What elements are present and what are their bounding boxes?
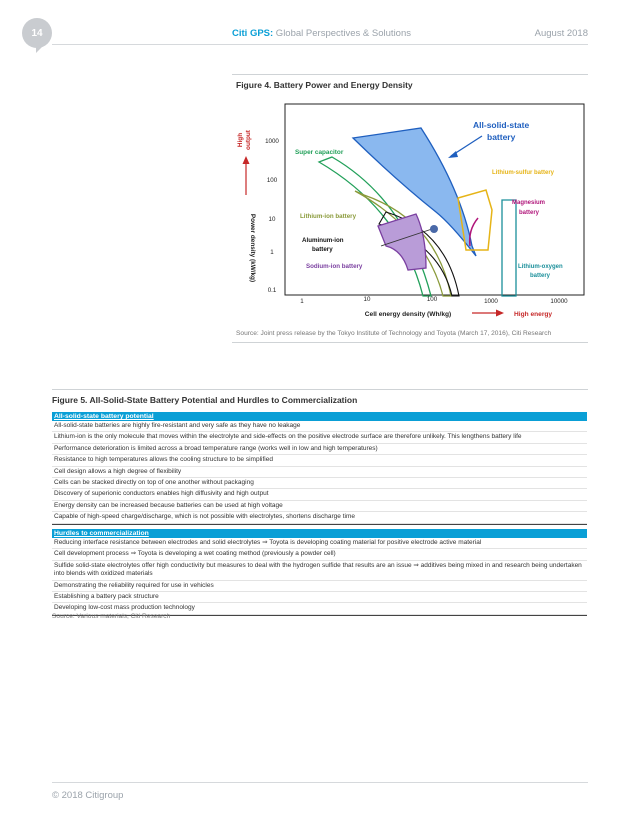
potential-table-header: All-solid-state battery potential [52,412,587,421]
battery-density-chart [236,100,586,320]
figure5-top-rule [52,389,588,390]
x-tick-1000: 1000 [484,298,498,305]
label-aluminum-1: Aluminum-ion [302,237,344,244]
label-lithium-oxygen-1: Lithium-oxygen [518,264,563,270]
header-brand [232,28,411,39]
hurdles-table-header: Hurdles to commercialization [52,529,587,538]
figure5-title: Figure 5. All-Solid-State Battery Potential and Hurdles to Commercialization [52,395,358,405]
footer-copyright: © 2018 Citigroup [52,790,124,801]
table-row: Lithium-ion is the only molecule that moves within the electrolyte and side-effects on the positive electrode surface are therefore unlikely. This lengthens battery life [52,432,587,443]
figure4-source: Source: Joint press release by the Tokyo Institute of Technology and Toyota (March 17, 2016), Citi Research [236,330,552,337]
header-divider [52,44,588,45]
header-date: August 2018 [534,28,588,39]
label-aluminum-2: battery [312,246,333,253]
x-axis-label: Cell energy density (Wh/kg) [364,311,452,318]
label-magnesium-2: battery [519,210,540,216]
y-arrow-label-2: output [245,130,252,150]
y-axis-label: Power density (kW/kg) [249,213,256,283]
page-number: 14 [31,27,43,39]
table-row: Cell development process ⇒ Toyota is developing a wet coating method (previously a powder cell) [52,549,587,560]
table-row: Resistance to high temperatures allows the cooling structure to be simplified [52,455,587,466]
table-row: Developing low-cost mass production technology [52,603,587,614]
figure4-top-rule [232,74,588,75]
x-arrow-head [496,310,504,317]
label-super-capacitor: Super capacitor [295,149,344,156]
table-row: Establishing a battery pack structure [52,592,587,603]
label-lithium-sulfur: Lithium-sulfur battery [492,170,555,176]
potential-table [52,412,587,525]
y-tick-1: 1 [270,249,274,256]
table-row: Performance deterioration is limited across a broad temperature range (works well in low and high temperatures) [52,444,587,455]
x-tick-10: 10 [363,296,371,303]
table-row: Demonstrating the reliability required for use in vehicles [52,581,587,592]
x-tick-10000: 10000 [550,298,568,305]
table-row: Sulfide solid-state electrolytes offer high conductivity but measures to deal with the hydrogen sulfide that results are an issue ⇒ additives being mixed in and research being undertaken into blends with oxidized materials [52,561,587,581]
y-tick-100: 100 [266,177,278,184]
potential-table-end [52,524,587,525]
label-lithium-ion: Lithium-ion battery [300,213,357,220]
table-row: All-solid-state batteries are highly fire-resistant and very safe as they have no leakage [52,421,587,432]
y-arrow-head [243,156,250,164]
x-tick-1: 1 [300,298,304,305]
x-tick-100: 100 [426,296,438,303]
table-row: Capable of high-speed charge/discharge, which is not possible with electrolytes, shortens discharge time [52,512,587,523]
figure5-source: Source: Various materials, Citi Research [52,613,171,620]
y-arrow-label-1: High [237,132,244,148]
table-row: Reducing interface resistance between electrodes and solid electrolytes ⇒ Toyota is developing coating material for positive electrode active material [52,538,587,549]
label-magnesium-1: Magnesium [512,200,546,206]
page-badge-tail [36,44,45,53]
y-tick-10: 10 [268,216,276,223]
label-lithium-oxygen-2: battery [530,273,551,279]
header-brand-bold: Citi GPS: [232,28,274,39]
hurdles-table [52,529,587,616]
figure4-bottom-rule [232,342,588,343]
table-row: Cells can be stacked directly on top of one another without packaging [52,478,587,489]
label-sodium-ion: Sodium-ion battery [306,263,363,270]
battery-density-svg [236,100,586,320]
footer-divider [52,782,588,783]
figure4-title: Figure 4. Battery Power and Energy Density [236,80,413,90]
table-row: Discovery of superionic conductors enables high diffusivity and high output [52,489,587,500]
table-row: Cell design allows a high degree of flexibility [52,467,587,478]
x-arrow-label: High energy [514,311,553,318]
aluminum-marker [430,225,438,233]
y-tick-1000: 1000 [265,138,279,145]
label-all-solid-1: All-solid-state [473,120,530,130]
label-all-solid-2: battery [487,132,516,142]
header-brand-rest: Global Perspectives & Solutions [273,28,411,39]
y-tick-0.1: 0.1 [267,287,277,294]
table-row: Energy density can be increased because batteries can be used at high voltage [52,501,587,512]
